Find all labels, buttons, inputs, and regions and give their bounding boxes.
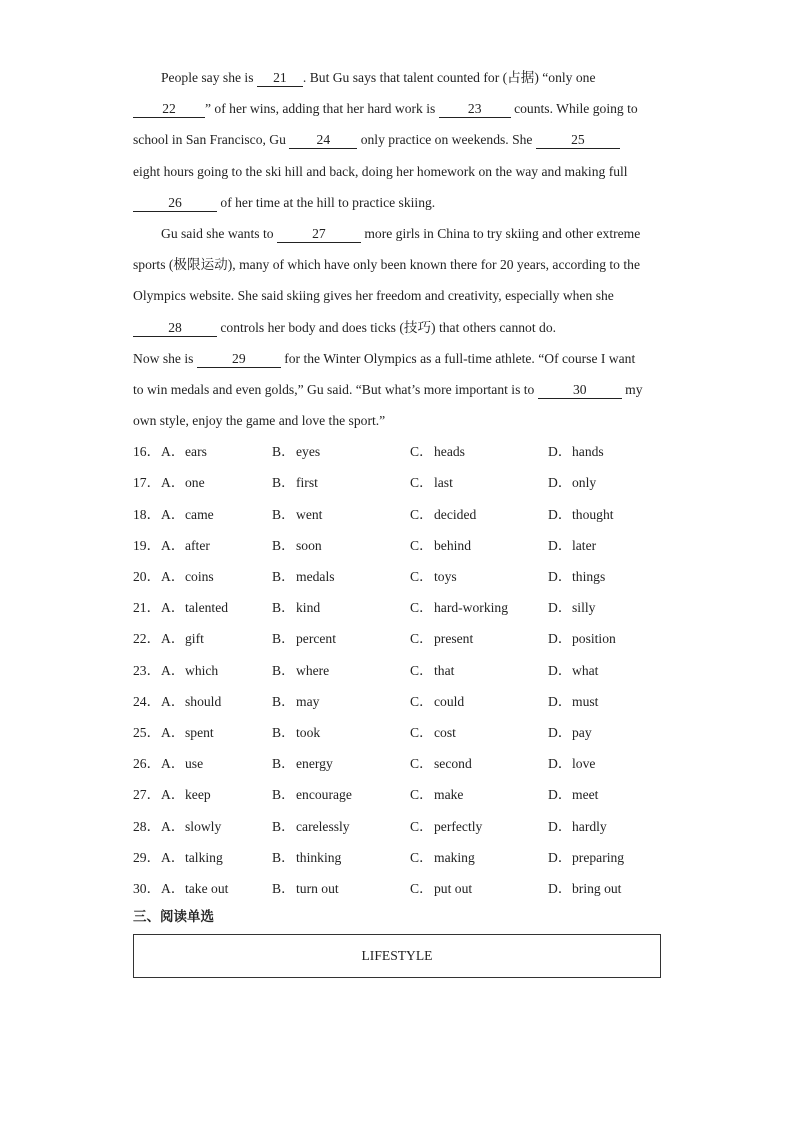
question-number: 16． — [133, 444, 161, 460]
passage-text: eight hours going to the ski hill and back, doing her homework on the way and making full — [133, 163, 628, 179]
option-a[interactable] — [133, 655, 218, 686]
option-a[interactable] — [133, 436, 207, 467]
question-number: 29． — [133, 849, 161, 865]
option-d[interactable] — [548, 436, 604, 467]
option-text: went — [296, 506, 323, 522]
passage-line — [133, 405, 663, 436]
option-text: carelessly — [296, 818, 350, 834]
option-c[interactable] — [410, 842, 475, 873]
option-letter: C． — [410, 475, 433, 491]
passage-text: only practice on weekends. She — [357, 132, 536, 148]
option-a[interactable] — [133, 561, 214, 592]
question-number: 19． — [133, 537, 161, 553]
option-d[interactable] — [548, 499, 614, 530]
question-number: 20． — [133, 569, 161, 584]
section-title: 三、阅读单选 — [133, 909, 214, 926]
option-b[interactable] — [272, 779, 352, 810]
option-letter: B． — [272, 506, 295, 522]
option-text: talented — [185, 600, 229, 616]
option-d[interactable] — [548, 686, 598, 717]
option-text: turn out — [296, 880, 339, 896]
option-c[interactable] — [410, 779, 463, 810]
passage-line — [133, 343, 663, 374]
option-c[interactable] — [410, 623, 473, 654]
option-d[interactable] — [548, 623, 616, 654]
option-a[interactable] — [133, 842, 223, 873]
option-letter: B． — [272, 444, 295, 460]
option-text: hardly — [572, 818, 607, 834]
passage-line — [133, 124, 663, 155]
option-text: slowly — [185, 818, 222, 834]
option-letter: C． — [410, 880, 433, 896]
option-text: present — [434, 631, 474, 647]
option-d[interactable] — [548, 592, 595, 623]
option-text: talking — [185, 849, 223, 865]
passage-text: my — [621, 381, 643, 397]
option-d[interactable] — [548, 873, 621, 904]
passage-title-box — [133, 934, 661, 978]
option-c[interactable] — [410, 655, 454, 686]
option-text: should — [185, 693, 222, 709]
option-d[interactable] — [548, 655, 598, 686]
option-d[interactable] — [548, 779, 598, 810]
option-b[interactable] — [272, 748, 333, 779]
option-letter: C． — [410, 600, 433, 616]
option-letter: C． — [410, 506, 433, 522]
option-text: soon — [296, 537, 322, 553]
option-text: must — [572, 693, 599, 709]
option-letter: B． — [272, 600, 295, 616]
option-c[interactable] — [410, 592, 508, 623]
option-letter: B． — [272, 693, 295, 709]
option-c[interactable] — [410, 686, 464, 717]
question-row — [133, 811, 663, 842]
option-text: came — [185, 506, 214, 522]
blank-29: 29 — [197, 351, 281, 368]
option-text: first — [296, 475, 318, 491]
question-row — [133, 779, 663, 810]
option-letter: B． — [272, 537, 295, 553]
option-c[interactable] — [410, 811, 482, 842]
passage-text: People say she is — [161, 70, 257, 85]
passage-text: controls her body and does ticks (技巧) that others cannot do. — [217, 319, 557, 335]
question-row — [133, 686, 663, 717]
question-number: 28． — [133, 818, 161, 834]
option-text: after — [185, 537, 210, 553]
option-text: later — [572, 537, 597, 553]
option-letter: D． — [548, 724, 572, 740]
option-letter: D． — [548, 880, 572, 896]
option-letter: C． — [410, 631, 433, 647]
option-a[interactable] — [133, 873, 228, 904]
option-text: meet — [572, 787, 599, 803]
question-row — [133, 717, 663, 748]
option-letter: D． — [548, 537, 572, 553]
question-number: 18． — [133, 506, 161, 522]
option-text: make — [434, 787, 464, 803]
option-text: hard-working — [434, 600, 508, 616]
option-text: thought — [572, 506, 614, 522]
blank-30: 30 — [538, 382, 622, 399]
option-letter: B． — [272, 818, 295, 834]
option-letter: B． — [272, 475, 295, 491]
option-letter: A． — [161, 631, 185, 647]
passage-line — [133, 374, 663, 405]
blank-27: 27 — [277, 226, 361, 243]
passage-text: counts. While going to — [510, 101, 638, 117]
option-letter: D． — [548, 818, 572, 834]
option-letter: C． — [410, 818, 433, 834]
passage-line — [133, 62, 663, 93]
option-letter: D． — [548, 506, 572, 522]
option-b[interactable] — [272, 842, 341, 873]
option-text: bring out — [572, 880, 622, 896]
option-text: hands — [572, 444, 604, 460]
question-number: 24． — [133, 693, 161, 709]
option-letter: A． — [161, 444, 185, 460]
question-row — [133, 499, 663, 530]
option-b[interactable] — [272, 467, 318, 498]
option-letter: A． — [161, 569, 185, 584]
question-row — [133, 436, 663, 467]
question-row — [133, 873, 663, 904]
option-text: silly — [572, 600, 596, 616]
option-a[interactable] — [133, 467, 205, 498]
option-text: kind — [296, 600, 321, 616]
option-c[interactable] — [410, 561, 457, 592]
option-letter: A． — [161, 662, 185, 678]
option-text: preparing — [572, 849, 625, 865]
option-letter: B． — [272, 631, 295, 647]
option-letter: C． — [410, 569, 433, 584]
option-letter: D． — [548, 444, 572, 460]
option-c[interactable] — [410, 717, 456, 748]
option-letter: D． — [548, 849, 572, 865]
option-letter: D． — [548, 787, 572, 803]
option-text: could — [434, 693, 465, 709]
option-a[interactable] — [133, 779, 211, 810]
option-text: may — [296, 693, 320, 709]
blank-21: 21 — [257, 70, 303, 87]
option-a[interactable] — [133, 592, 228, 623]
option-letter: A． — [161, 724, 185, 740]
question-row — [133, 467, 663, 498]
option-letter: D． — [548, 475, 572, 491]
passage-line — [133, 156, 663, 187]
option-letter: C． — [410, 537, 433, 553]
question-row — [133, 592, 663, 623]
option-text: only — [572, 475, 597, 491]
blank-25: 25 — [536, 132, 620, 149]
option-text: medals — [296, 569, 335, 584]
option-d[interactable] — [548, 842, 624, 873]
option-b[interactable] — [272, 530, 322, 561]
option-text: use — [185, 756, 204, 772]
option-d[interactable] — [548, 530, 596, 561]
option-d[interactable] — [548, 811, 607, 842]
question-row — [133, 530, 663, 561]
option-c[interactable] — [410, 499, 476, 530]
option-text: decided — [434, 506, 477, 522]
passage-text: . But Gu says that talent counted for (占据) “only one — [302, 70, 596, 85]
option-text: position — [572, 631, 616, 647]
option-text: love — [572, 756, 596, 772]
option-text: making — [434, 849, 475, 865]
option-letter: C． — [410, 787, 433, 803]
option-c[interactable] — [410, 530, 471, 561]
question-number: 17． — [133, 475, 161, 491]
option-b[interactable] — [272, 436, 320, 467]
option-letter: A． — [161, 818, 185, 834]
option-b[interactable] — [272, 592, 320, 623]
question-number: 25． — [133, 724, 161, 740]
question-row — [133, 623, 663, 654]
option-b[interactable] — [272, 717, 320, 748]
blank-23: 23 — [439, 101, 511, 118]
option-letter: C． — [410, 444, 433, 460]
option-c[interactable] — [410, 873, 472, 904]
option-letter: D． — [548, 631, 572, 647]
option-b[interactable] — [272, 873, 339, 904]
option-letter: D． — [548, 569, 572, 584]
option-letter: B． — [272, 756, 295, 772]
option-letter: C． — [410, 724, 433, 740]
option-text: cost — [434, 724, 456, 740]
option-letter: B． — [272, 849, 295, 865]
passage-line — [133, 93, 663, 124]
passage-text: Gu said she wants to — [161, 225, 277, 241]
option-b[interactable] — [272, 686, 319, 717]
cloze-passage — [133, 62, 663, 928]
passage-line — [133, 218, 663, 249]
option-letter: A． — [161, 475, 185, 491]
option-text: put out — [434, 880, 473, 896]
option-d[interactable] — [548, 748, 595, 779]
blank-22: 22 — [133, 101, 205, 118]
option-c[interactable] — [410, 467, 453, 498]
option-a[interactable] — [133, 811, 221, 842]
option-letter: C． — [410, 662, 433, 678]
passage-text: own style, enjoy the game and love the sport.” — [133, 413, 386, 429]
option-d[interactable] — [548, 561, 605, 592]
option-text: thinking — [296, 849, 342, 865]
option-a[interactable] — [133, 748, 203, 779]
option-a[interactable] — [133, 499, 214, 530]
option-b[interactable] — [272, 811, 350, 842]
question-number: 21． — [133, 600, 161, 616]
passage-text: to win medals and even golds,” Gu said. “But what’s more important is to — [133, 381, 538, 397]
question-row — [133, 748, 663, 779]
option-text: things — [572, 569, 606, 584]
option-letter: A． — [161, 756, 185, 772]
question-row — [133, 561, 663, 592]
option-a[interactable] — [133, 717, 214, 748]
option-text: what — [572, 662, 599, 678]
option-letter: A． — [161, 600, 185, 616]
passage-text: Olympics website. She said skiing gives her freedom and creativity, especially when she — [133, 288, 614, 304]
option-text: one — [185, 475, 205, 491]
passage-title: LIFESTYLE — [361, 948, 433, 963]
passage-text: of her time at the hill to practice skiing. — [217, 194, 436, 210]
question-row — [133, 842, 663, 873]
passage-text: ” of her wins, adding that her hard work is — [205, 101, 439, 117]
passage-line — [133, 249, 663, 280]
option-text: which — [185, 662, 219, 678]
option-letter: D． — [548, 693, 572, 709]
option-text: second — [434, 756, 472, 772]
option-letter: A． — [161, 787, 185, 803]
blank-24: 24 — [289, 132, 357, 149]
option-letter: B． — [272, 880, 295, 896]
question-row — [133, 655, 663, 686]
option-letter: B． — [272, 724, 295, 740]
option-text: coins — [185, 569, 214, 584]
answer-options — [133, 436, 663, 904]
option-letter: D． — [548, 600, 572, 616]
question-number: 26． — [133, 756, 161, 772]
passage-line — [133, 312, 663, 343]
passage-text: Now she is — [133, 350, 197, 366]
passage-line — [133, 280, 663, 311]
option-letter: A． — [161, 880, 185, 896]
option-letter: D． — [548, 756, 572, 772]
option-letter: C． — [410, 756, 433, 772]
option-text: perfectly — [434, 818, 483, 834]
option-text: spent — [185, 724, 214, 740]
option-d[interactable] — [548, 717, 592, 748]
question-number: 30． — [133, 880, 161, 896]
passage-text: for the Winter Olympics as a full-time athlete. “Of course I want — [280, 350, 636, 366]
option-text: keep — [185, 787, 211, 803]
option-text: where — [296, 662, 330, 678]
option-letter: B． — [272, 569, 295, 584]
passage-text: more girls in China to try skiing and other extreme — [360, 225, 641, 241]
option-text: toys — [434, 569, 457, 584]
option-text: behind — [434, 537, 471, 553]
option-letter: A． — [161, 506, 185, 522]
option-text: energy — [296, 756, 333, 772]
option-d[interactable] — [548, 467, 596, 498]
option-letter: A． — [161, 849, 185, 865]
option-a[interactable] — [133, 530, 210, 561]
option-text: percent — [296, 631, 336, 647]
option-text: pay — [572, 724, 592, 740]
passage-text: sports (极限运动), many of which have only been known there for 20 years, according to the — [133, 257, 640, 273]
option-text: that — [434, 662, 455, 678]
option-letter: B． — [272, 662, 295, 678]
question-number: 27． — [133, 787, 161, 803]
option-letter: A． — [161, 693, 185, 709]
option-letter: B． — [272, 787, 295, 803]
option-text: take out — [185, 880, 229, 896]
option-text: last — [434, 475, 453, 491]
option-a[interactable] — [133, 623, 204, 654]
option-text: ears — [185, 444, 207, 460]
passage-text: school in San Francisco, Gu — [133, 132, 290, 148]
option-b[interactable] — [272, 561, 335, 592]
option-letter: D． — [548, 662, 572, 678]
option-letter: C． — [410, 693, 433, 709]
option-text: eyes — [296, 444, 321, 460]
option-a[interactable] — [133, 686, 221, 717]
blank-28: 28 — [133, 320, 217, 337]
option-letter: C． — [410, 849, 433, 865]
option-text: heads — [434, 444, 465, 460]
blank-26: 26 — [133, 195, 217, 212]
option-text: gift — [185, 631, 204, 647]
question-number: 23． — [133, 662, 161, 678]
option-b[interactable] — [272, 623, 336, 654]
option-text: took — [296, 724, 321, 740]
option-letter: A． — [161, 537, 185, 553]
option-b[interactable] — [272, 655, 329, 686]
question-number: 22． — [133, 631, 161, 647]
option-c[interactable] — [410, 436, 465, 467]
option-c[interactable] — [410, 748, 472, 779]
option-b[interactable] — [272, 499, 322, 530]
passage-line — [133, 187, 663, 218]
option-text: encourage — [296, 787, 352, 803]
